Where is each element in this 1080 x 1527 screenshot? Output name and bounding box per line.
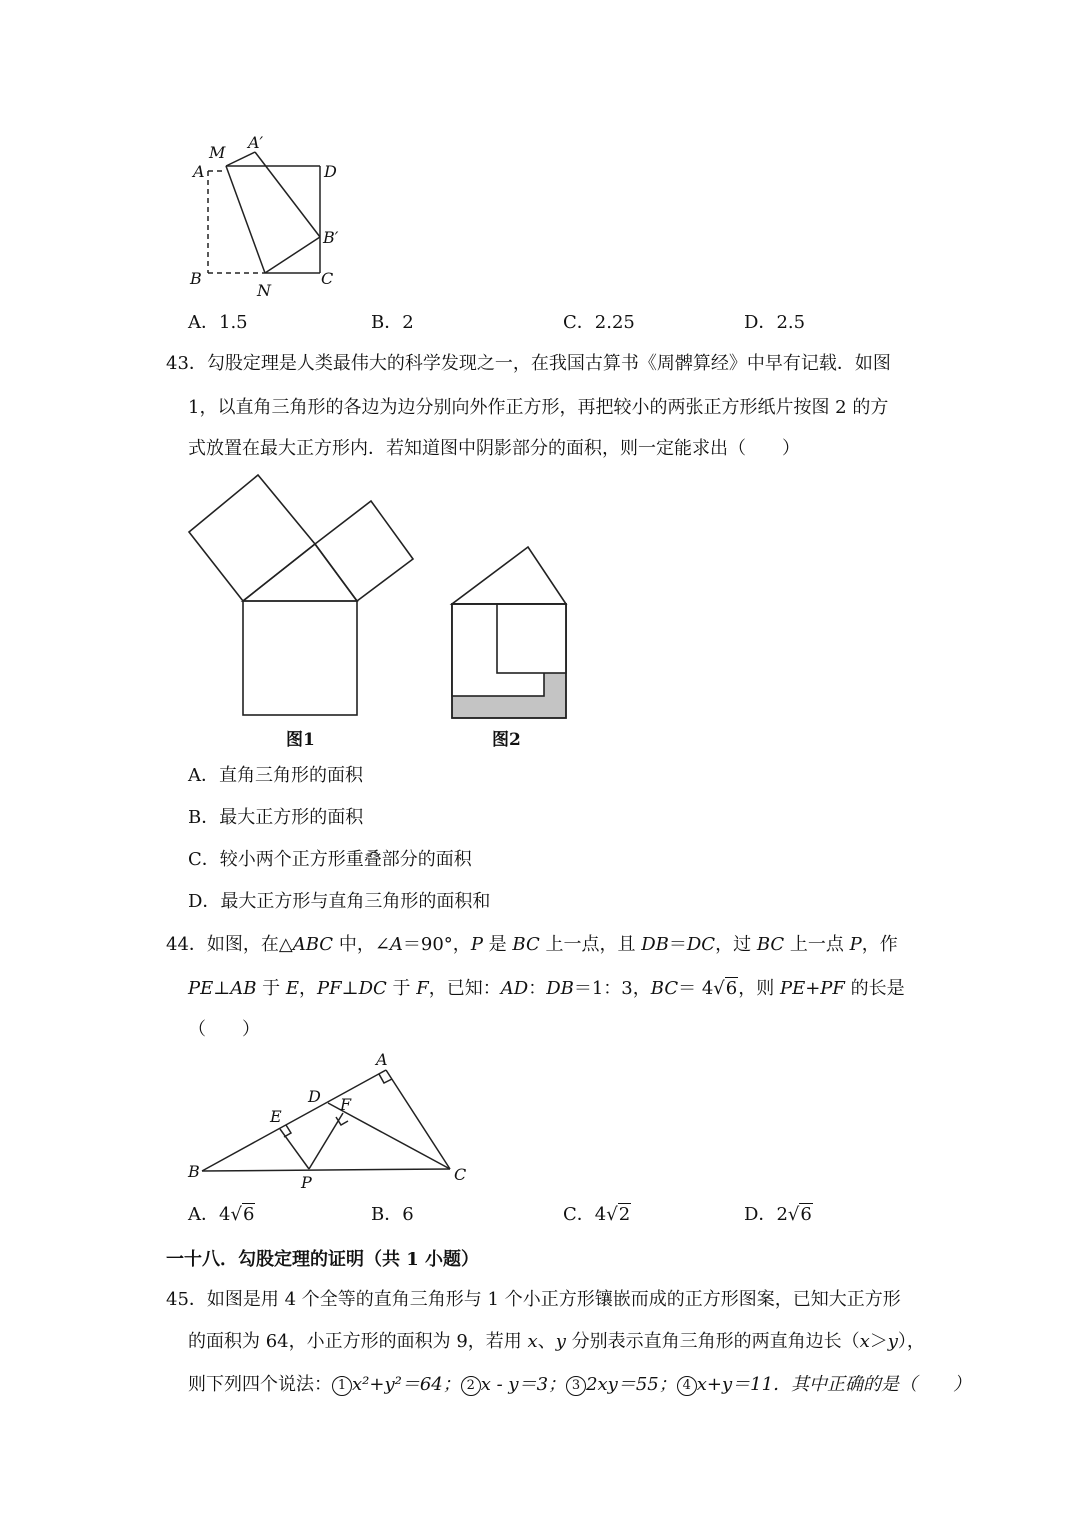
q44-var: PE bbox=[188, 978, 214, 999]
q44-side-bc bbox=[202, 1169, 450, 1171]
q43-fig1-left-square bbox=[189, 475, 315, 601]
q44-text: ，则 bbox=[738, 978, 780, 999]
q44-var: E bbox=[285, 978, 300, 999]
q43-line-1: 43．勾股定理是人类最伟大的科学发现之一，在我国古算书《周髀算经》中早有记载．如图 bbox=[166, 353, 891, 374]
q44-option-d bbox=[744, 1203, 813, 1227]
q43-fig1-large-square bbox=[243, 601, 357, 715]
q44-text: ： bbox=[528, 978, 547, 999]
q45-text: 则下列四个说法： bbox=[188, 1374, 332, 1395]
q44-option-a-coef: 4 bbox=[219, 1204, 231, 1225]
q44-text: ，已知： bbox=[428, 978, 501, 999]
q43-option-b bbox=[188, 806, 363, 830]
q42-side-nb bbox=[265, 237, 320, 273]
q42-option-d-value: 2.5 bbox=[776, 312, 806, 333]
q44-side-ac bbox=[386, 1070, 450, 1169]
q44-text: ⊥ bbox=[341, 978, 359, 999]
q44-label-a: A bbox=[376, 1050, 388, 1069]
q45-line-2 bbox=[188, 1330, 925, 1354]
q44-option-d-letter: D． bbox=[744, 1204, 777, 1225]
q42-option-b bbox=[371, 311, 414, 335]
q44-var: A bbox=[389, 934, 403, 955]
q44-line-3: （ ） bbox=[188, 1019, 260, 1040]
q45-line-1: 45．如图是用 4 个全等的直角三角形与 1 个小正方形镶嵌而成的正方形图案，已知大正方形 bbox=[166, 1289, 901, 1310]
q44-radical: √6 bbox=[713, 978, 738, 999]
q44-text: ⊥ bbox=[213, 978, 231, 999]
q44-var: DB bbox=[641, 934, 669, 955]
q43-option-d-letter: D． bbox=[188, 891, 221, 912]
q43-option-d-text: 最大正方形与直角三角形的面积和 bbox=[220, 891, 491, 912]
q42-option-b-letter: B． bbox=[371, 312, 403, 333]
q43-fig1-right-square bbox=[315, 501, 413, 601]
q44-label-d: D bbox=[308, 1087, 321, 1106]
q44-option-b bbox=[371, 1203, 414, 1227]
q45-var: x bbox=[859, 1331, 870, 1352]
q43-option-c bbox=[188, 848, 472, 872]
q42-option-d-letter: D． bbox=[744, 312, 777, 333]
q44-label-c: C bbox=[454, 1165, 467, 1184]
q44-text: 是 bbox=[482, 934, 513, 955]
q45-statement-3: 2xy＝55； bbox=[586, 1374, 677, 1395]
q44-option-a-radicand: 6 bbox=[242, 1204, 255, 1225]
q44-option-a-radical: √6 bbox=[230, 1204, 255, 1225]
q43-line-2: 1，以直角三角形的各边为边分别向外作正方形，再把较小的两张正方形纸片按图 2 的方 bbox=[188, 397, 889, 418]
q43-option-c-text: 较小两个正方形重叠部分的面积 bbox=[219, 849, 472, 870]
q44-line-2 bbox=[188, 977, 905, 1001]
q45-text: 分别表示直角三角形的两直角边长（ bbox=[565, 1331, 860, 1352]
q44-option-d-radicand: 6 bbox=[800, 1204, 812, 1225]
q45-circle-2: 2 bbox=[461, 1376, 481, 1396]
q44-text: ＝ bbox=[668, 934, 687, 955]
q44-text: ＝90°， bbox=[402, 934, 471, 955]
q44-var: DC bbox=[686, 934, 716, 955]
q43-option-a bbox=[188, 764, 363, 788]
q43-option-b-letter: B． bbox=[188, 807, 220, 828]
q42-option-b-value: 2 bbox=[402, 312, 414, 333]
q42-label-m: M bbox=[209, 143, 226, 162]
q43-option-c-letter: C． bbox=[188, 849, 220, 870]
q44-text: 44．如图，在△ bbox=[166, 934, 293, 955]
q43-fig2-caption: 图2 bbox=[492, 730, 521, 750]
q43-fig1-caption: 图1 bbox=[286, 730, 315, 750]
q42-option-a-value: 1.5 bbox=[219, 312, 248, 333]
q42-figure bbox=[180, 125, 350, 305]
q44-text: ＝1：3， bbox=[573, 978, 651, 999]
q44-var: BC bbox=[650, 978, 679, 999]
q44-text: ， bbox=[299, 978, 318, 999]
q44-text: 于 bbox=[386, 978, 417, 999]
q44-option-d-radical: √6 bbox=[787, 1204, 812, 1225]
q42-option-d bbox=[744, 311, 805, 335]
q44-option-c bbox=[563, 1203, 631, 1227]
q44-var: BC bbox=[512, 934, 540, 955]
q45-statement-1: x²+y²＝64； bbox=[352, 1374, 461, 1395]
q44-var: P bbox=[849, 934, 862, 955]
q42-side-ma bbox=[226, 152, 255, 166]
q44-text: 的长是 bbox=[844, 978, 905, 999]
q45-statement-4: x+y＝11．其中正确的是（ ） bbox=[696, 1374, 972, 1395]
q44-option-c-letter: C． bbox=[563, 1204, 595, 1225]
q44-line-1 bbox=[166, 933, 898, 957]
q43-option-d bbox=[188, 890, 490, 914]
q44-var: PE+PF bbox=[779, 978, 845, 999]
q43-option-b-text: 最大正方形的面积 bbox=[219, 807, 364, 828]
q44-var: DB bbox=[546, 978, 574, 999]
q45-text: 的面积为 64，小正方形的面积为 9，若用 bbox=[188, 1331, 528, 1352]
q44-text: 于 bbox=[256, 978, 286, 999]
q45-statement-2: x - y＝3； bbox=[480, 1374, 567, 1395]
q45-circle-4: 4 bbox=[677, 1376, 697, 1396]
q44-var: BC bbox=[756, 934, 785, 955]
q44-text: ，作 bbox=[861, 934, 898, 955]
q42-side-ab-fold bbox=[255, 152, 320, 237]
q45-text: ）， bbox=[897, 1331, 925, 1352]
q42-option-c-value: 2.25 bbox=[594, 312, 635, 333]
q45-var: x bbox=[527, 1331, 538, 1352]
q45-line-3 bbox=[188, 1373, 971, 1397]
q42-fold-mn bbox=[226, 166, 265, 273]
q43-fig1-triangle bbox=[243, 544, 357, 601]
q44-option-c-radicand: 2 bbox=[618, 1204, 631, 1225]
q44-text: ，过 bbox=[715, 934, 757, 955]
q44-var: DC bbox=[358, 978, 387, 999]
q43-line-3: 式放置在最大正方形内．若知道图中阴影部分的面积，则一定能求出（ ） bbox=[188, 438, 800, 459]
q42-label-c: C bbox=[321, 269, 334, 288]
q44-option-c-radical: √2 bbox=[606, 1204, 631, 1225]
section-18-title: 一十八．勾股定理的证明（共 1 小题） bbox=[166, 1249, 480, 1270]
q42-label-a-prime: A′ bbox=[248, 133, 264, 152]
q42-option-c bbox=[563, 311, 635, 335]
q44-option-b-coef: 6 bbox=[402, 1204, 414, 1225]
q44-label-p: P bbox=[301, 1173, 312, 1192]
q44-option-d-coef: 2 bbox=[776, 1204, 788, 1225]
q44-right-angle-f bbox=[336, 1117, 348, 1125]
q43-option-a-text: 直角三角形的面积 bbox=[219, 765, 363, 786]
q44-side-ba bbox=[202, 1070, 386, 1171]
q44-text: 中，∠ bbox=[333, 934, 390, 955]
q44-segment-pe bbox=[280, 1129, 309, 1169]
q42-label-d: D bbox=[324, 162, 337, 181]
q44-figure bbox=[180, 1045, 480, 1195]
q44-var: AD bbox=[500, 978, 529, 999]
q43-option-a-letter: A． bbox=[188, 765, 219, 786]
q44-label-f: F bbox=[340, 1095, 352, 1114]
q42-label-a: A bbox=[193, 162, 205, 181]
q42-option-a-letter: A． bbox=[188, 312, 219, 333]
q43-fig2-right-square bbox=[497, 604, 566, 673]
q42-option-a bbox=[188, 311, 248, 335]
q45-var: y bbox=[887, 1331, 898, 1352]
q44-option-c-coef: 4 bbox=[594, 1204, 607, 1225]
q44-label-b: B bbox=[188, 1162, 200, 1181]
q44-text: 上一点，且 bbox=[539, 934, 642, 955]
q42-label-n: N bbox=[257, 281, 271, 300]
q45-circle-3: 3 bbox=[566, 1376, 586, 1396]
q44-text: 上一点 bbox=[784, 934, 850, 955]
q44-var: PF bbox=[317, 978, 342, 999]
q42-label-b: B bbox=[190, 269, 202, 288]
q43-figure-2 bbox=[445, 540, 575, 725]
q45-circle-1: 1 bbox=[332, 1376, 352, 1396]
q44-var: F bbox=[416, 978, 429, 999]
q42-option-c-letter: C． bbox=[563, 312, 595, 333]
q44-option-a-letter: A． bbox=[188, 1204, 219, 1225]
q44-option-a bbox=[188, 1203, 255, 1227]
q44-label-e: E bbox=[270, 1107, 282, 1126]
q45-text: 、 bbox=[537, 1331, 556, 1352]
q43-fig2-triangle bbox=[452, 547, 566, 604]
q44-var: P bbox=[470, 934, 483, 955]
q43-figure-1 bbox=[180, 470, 430, 725]
q44-var: AB bbox=[230, 978, 257, 999]
q44-text: ＝ 4 bbox=[678, 978, 714, 999]
q45-var: y bbox=[555, 1331, 566, 1352]
q45-text: ＞ bbox=[869, 1331, 888, 1352]
q44-var: ABC bbox=[292, 934, 334, 955]
q42-label-b-prime: B′ bbox=[323, 228, 339, 247]
q44-option-b-letter: B． bbox=[371, 1204, 403, 1225]
q44-radicand: 6 bbox=[725, 978, 738, 999]
